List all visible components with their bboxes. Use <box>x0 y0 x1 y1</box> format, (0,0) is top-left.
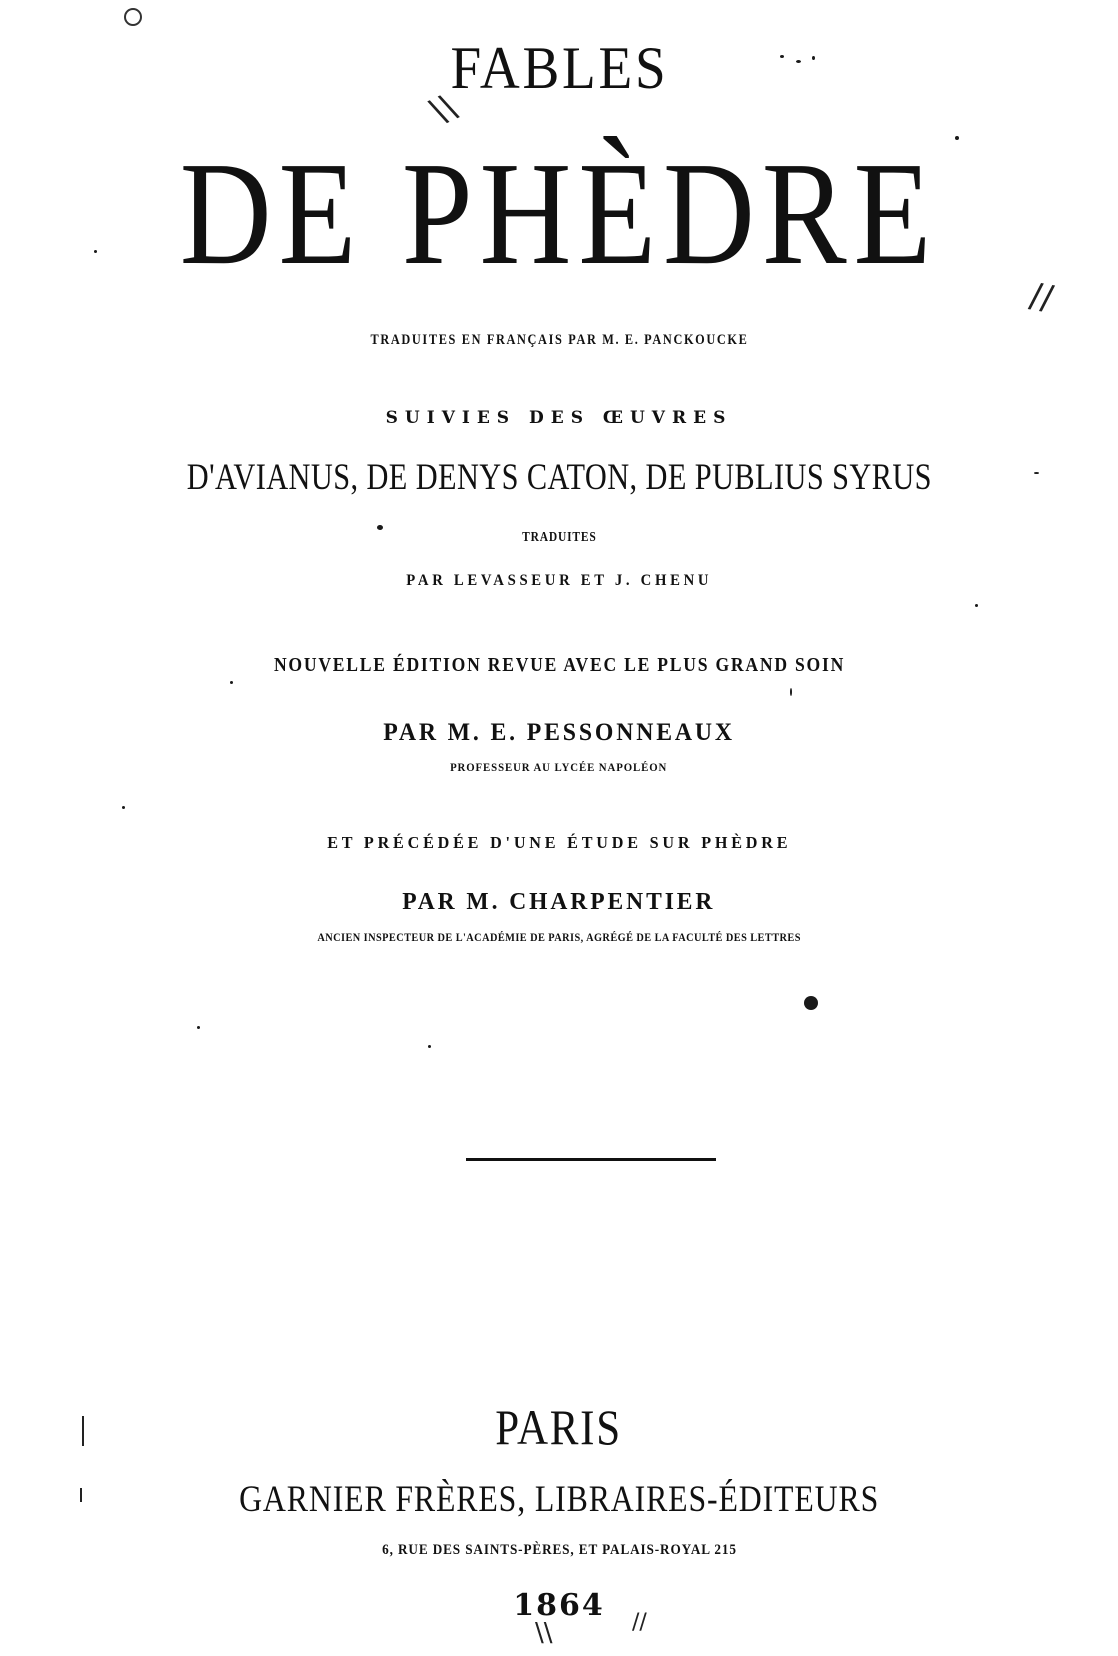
scan-speck <box>230 681 233 684</box>
scan-slash-mark: // <box>1026 275 1057 319</box>
scan-edge-bar-small <box>80 1488 82 1502</box>
edition-note: NOUVELLE ÉDITION REVUE AVEC LE PLUS GRAND SOIN <box>273 654 845 676</box>
essayist-title: ANCIEN INSPECTEUR DE L'ACADÉMIE DE PARIS, AGRÉGÉ DE LA FACULTÉ DES LETTRES <box>317 930 801 944</box>
scan-speck <box>1034 472 1039 474</box>
preceded-line: ET PRÉCÉDÉE D'UNE ÉTUDE SUR PHÈDRE <box>326 833 792 852</box>
scan-speck <box>790 688 792 696</box>
scan-speck <box>812 56 815 60</box>
scan-slash-mark-bottom: // <box>632 1610 647 1635</box>
scan-speck <box>428 1045 431 1048</box>
title-fables: FABLES <box>450 35 668 101</box>
imprint-publisher: GARNIER FRÈRES, LIBRAIRES-ÉDITEURS <box>238 1479 880 1520</box>
editor-line: PAR M. E. PESSONNEAUX <box>383 719 735 746</box>
scan-speck <box>377 525 383 530</box>
divider-rule <box>466 1158 716 1161</box>
scan-speck <box>780 55 784 58</box>
suivies-line: SUIVIES DES ŒUVRES <box>385 408 733 428</box>
scan-stroke-mark: \\ <box>424 86 463 132</box>
scan-speck <box>955 136 959 140</box>
scan-speck <box>122 806 125 809</box>
title-de-phedre: DE PHÈDRE <box>179 132 939 296</box>
scan-ring-mark <box>124 8 142 26</box>
editor-title: PROFESSEUR AU LYCÉE NAPOLÉON <box>450 760 668 774</box>
essayist-line: PAR M. CHARPENTIER <box>402 889 716 915</box>
imprint-city: PARIS <box>495 1399 623 1455</box>
scan-edge-bar <box>82 1416 84 1446</box>
scan-speck <box>975 604 978 607</box>
imprint-address: 6, RUE DES SAINTS-PÈRES, ET PALAIS-ROYAL 215 <box>381 1542 737 1558</box>
scan-speck <box>796 60 801 63</box>
translation-credit: TRADUITES EN FRANÇAIS PAR M. E. PANCKOUCKE <box>370 332 748 348</box>
translators-line: PAR LEVASSEUR ET J. CHENU <box>406 572 712 589</box>
scan-speck <box>94 250 97 253</box>
scan-speck <box>197 1026 200 1029</box>
traduites-line: TRADUITES <box>521 530 597 545</box>
other-authors: D'AVIANUS, DE DENYS CATON, DE PUBLIUS SYRUS <box>186 457 932 498</box>
imprint-year: 1864 <box>513 1588 605 1623</box>
scan-speck <box>804 996 818 1010</box>
scan-stroke-mark-bottom: \\ <box>535 1618 553 1648</box>
